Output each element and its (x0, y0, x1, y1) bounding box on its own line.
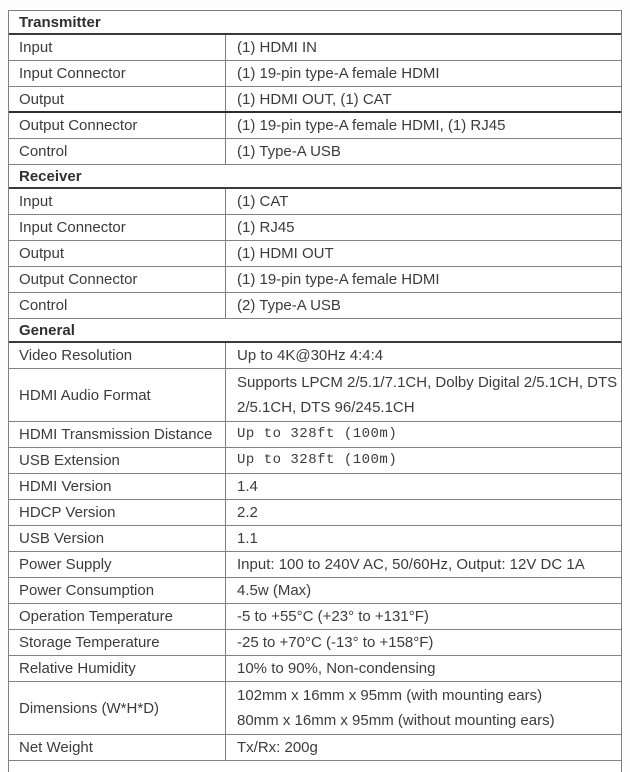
spec-label: USB Extension (9, 448, 226, 473)
spec-value (226, 87, 621, 111)
spec-value-line: (1) CAT (237, 193, 289, 210)
spec-value-line: (1) Type-A USB (237, 143, 341, 160)
spec-value-line: 1.1 (237, 530, 258, 547)
spec-label: Input Connector (9, 215, 226, 240)
spec-row-net-weight (9, 735, 621, 761)
spec-row-power-consumption (9, 578, 621, 604)
spec-value (226, 343, 621, 368)
spec-label: Output (9, 87, 226, 111)
section-header-general (9, 319, 621, 343)
spec-row-input (9, 189, 621, 215)
spec-value-line: Up to 328ft (100m) (237, 426, 398, 442)
spec-value-line: Up to 4K@30Hz 4:4:4 (237, 347, 384, 364)
table-cutoff-edge (9, 761, 621, 772)
spec-row-storage-temperature (9, 630, 621, 656)
spec-row-operation-temperature (9, 604, 621, 630)
spec-label: Power Supply (9, 552, 226, 577)
spec-value (226, 189, 621, 214)
spec-label: Dimensions (W*H*D) (9, 682, 226, 734)
spec-table (8, 10, 622, 772)
spec-row-control (9, 293, 621, 319)
spec-label: Output (9, 241, 226, 266)
spec-label: Input (9, 35, 226, 60)
spec-row-output (9, 87, 621, 113)
spec-value-line: (1) HDMI OUT, (1) CAT (237, 90, 392, 108)
section-header-receiver (9, 165, 621, 189)
spec-value (226, 682, 621, 734)
spec-value (226, 267, 621, 292)
spec-label: Operation Temperature (9, 604, 226, 629)
spec-value (226, 139, 621, 164)
spec-label: Net Weight (9, 735, 226, 760)
spec-row-input-connector (9, 61, 621, 87)
spec-value-line: Tx/Rx: 200g (237, 739, 318, 756)
spec-value-line: Up to 328ft (100m) (237, 452, 398, 468)
spec-value-line: Supports LPCM 2/5.1/7.1CH, Dolby Digital 2/5.1CH, DTS (237, 374, 618, 391)
spec-row-output (9, 241, 621, 267)
spec-row-usb-version (9, 526, 621, 552)
spec-label: Output Connector (9, 267, 226, 292)
spec-row-hdmi-version (9, 474, 621, 500)
spec-value (226, 500, 621, 525)
section-title: Transmitter (19, 13, 101, 31)
spec-row-usb-extension (9, 448, 621, 474)
spec-label: Output Connector (9, 113, 226, 138)
spec-value (226, 241, 621, 266)
spec-label: Video Resolution (9, 343, 226, 368)
spec-value-line: (1) HDMI IN (237, 39, 317, 56)
spec-value (226, 552, 621, 577)
spec-value-line: Input: 100 to 240V AC, 50/60Hz, Output: 12V DC 1A (237, 556, 585, 573)
spec-label: Control (9, 293, 226, 318)
spec-label: Relative Humidity (9, 656, 226, 681)
spec-value-line: 2.2 (237, 504, 258, 521)
spec-value (226, 293, 621, 318)
spec-value-line: 4.5w (Max) (237, 582, 312, 599)
spec-value (226, 422, 621, 447)
spec-label: HDCP Version (9, 500, 226, 525)
spec-value (226, 448, 621, 473)
spec-value (226, 735, 621, 760)
spec-value (226, 526, 621, 551)
spec-label: Storage Temperature (9, 630, 226, 655)
spec-label: Power Consumption (9, 578, 226, 603)
spec-value-line: 10% to 90%, Non-condensing (237, 660, 436, 677)
spec-row-input (9, 35, 621, 61)
spec-row-output-connector (9, 113, 621, 139)
spec-row-output-connector (9, 267, 621, 293)
spec-label: Control (9, 139, 226, 164)
spec-row-control (9, 139, 621, 165)
spec-value (226, 61, 621, 86)
spec-label: HDMI Audio Format (9, 369, 226, 421)
spec-value-line: (2) Type-A USB (237, 297, 341, 314)
spec-row-relative-humidity (9, 656, 621, 682)
spec-value-line: -25 to +70°C (-13° to +158°F) (237, 634, 434, 651)
spec-value (226, 474, 621, 499)
spec-value (226, 369, 621, 421)
spec-value-line: (1) 19-pin type-A female HDMI (237, 65, 440, 82)
spec-label: Input Connector (9, 61, 226, 86)
spec-row-video-resolution (9, 343, 621, 369)
spec-value-line: (1) RJ45 (237, 219, 295, 236)
spec-row-hdmi-transmission-distance (9, 422, 621, 448)
spec-label: Input (9, 189, 226, 214)
spec-value-line: 2/5.1CH, DTS 96/245.1CH (237, 399, 415, 416)
spec-value (226, 656, 621, 681)
spec-value-line: (1) 19-pin type-A female HDMI (237, 271, 440, 288)
spec-row-hdmi-audio-format (9, 369, 621, 422)
spec-value-line: 1.4 (237, 478, 258, 495)
spec-value-line: (1) HDMI OUT (237, 245, 334, 262)
spec-label: USB Version (9, 526, 226, 551)
spec-row-dimensions-w-h-d (9, 682, 621, 735)
spec-value (226, 630, 621, 655)
section-title: Receiver (19, 167, 82, 185)
spec-value (226, 578, 621, 603)
spec-value (226, 35, 621, 60)
spec-value-line: 102mm x 16mm x 95mm (with mounting ears) (237, 687, 543, 704)
section-header-transmitter (9, 11, 621, 35)
spec-value-line: 80mm x 16mm x 95mm (without mounting ears) (237, 712, 555, 729)
section-title: General (19, 321, 75, 339)
spec-label: HDMI Transmission Distance (9, 422, 226, 447)
spec-row-power-supply (9, 552, 621, 578)
spec-row-hdcp-version (9, 500, 621, 526)
spec-value-line: -5 to +55°C (+23° to +131°F) (237, 608, 429, 625)
spec-value-line: (1) 19-pin type-A female HDMI, (1) RJ45 (237, 117, 506, 134)
spec-row-input-connector (9, 215, 621, 241)
spec-value (226, 113, 621, 138)
spec-value (226, 215, 621, 240)
spec-label: HDMI Version (9, 474, 226, 499)
spec-value (226, 604, 621, 629)
